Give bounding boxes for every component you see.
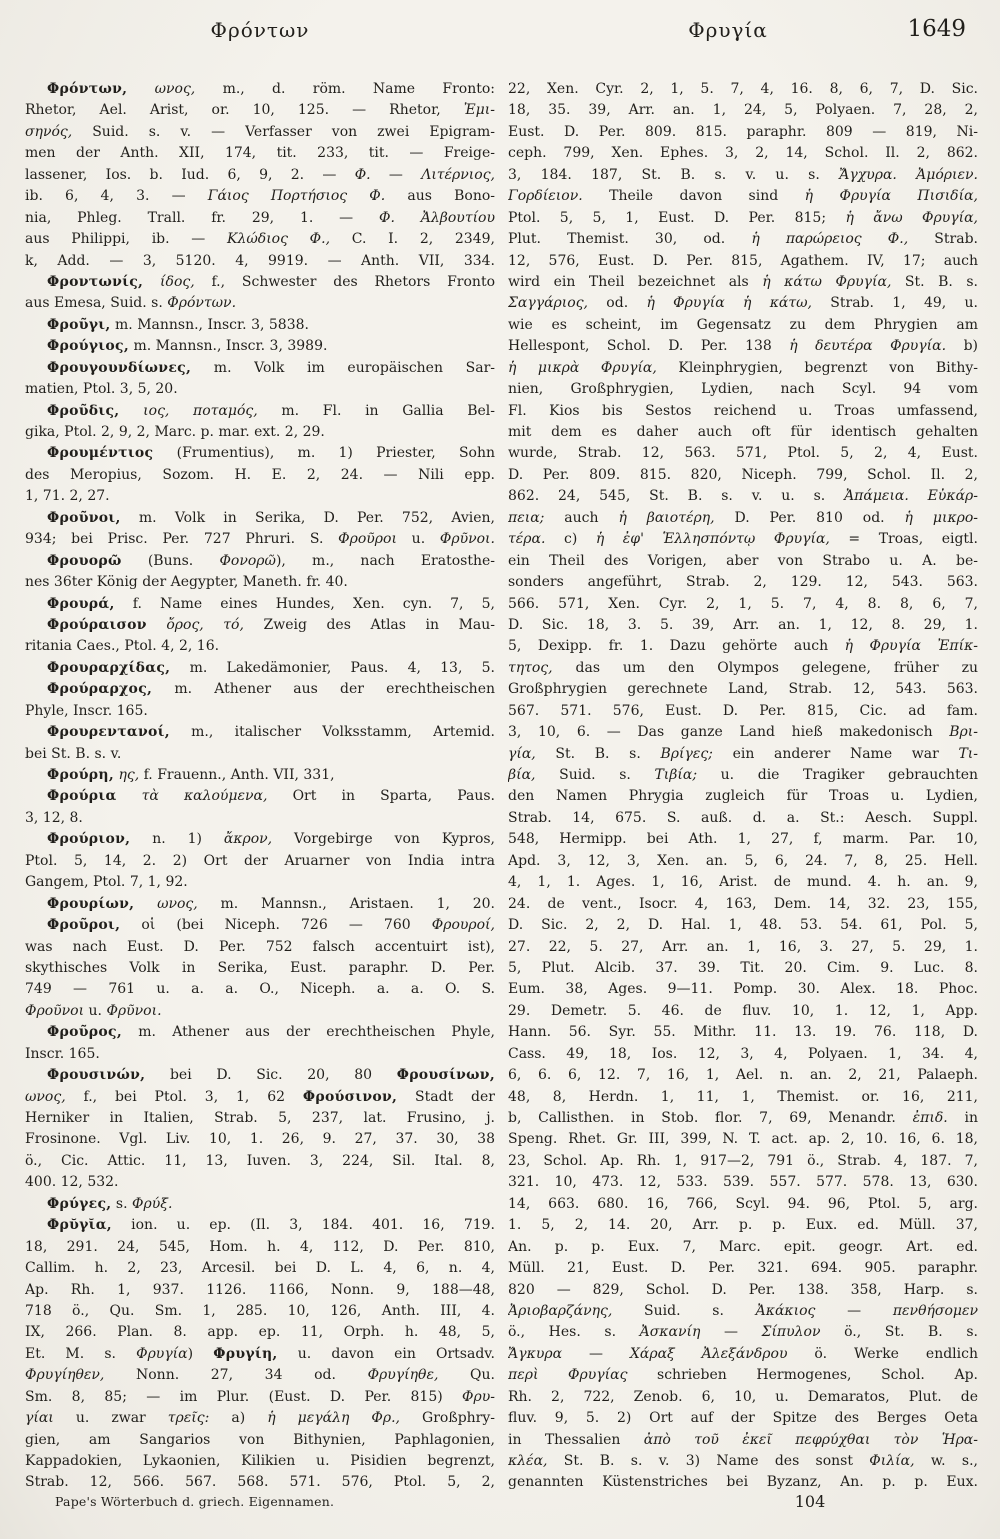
text-line: Φρούρη, ης, f. Frauenn., Anth. VII, 331, [47,767,335,783]
text-line: Großphrygien gerechnete Land, Strab. 12, 543. 563. [508,681,978,698]
text-line: Plut. Themist. 30, od. ἡ παρώρειος Φ., Strab. [508,231,978,248]
text-line: 23, Schol. Ap. Rh. 1, 917—2, 791 ö., Strab. 4, 187. 7, [508,1152,978,1169]
text-line: bei St. B. s. v. [25,745,122,762]
text-line: mit dem es daher auch oft für identisch gehalten [508,424,978,440]
text-line: 14, 663. 680. 16, 766, Scyl. 94. 96, Ptol. 5, arg. [508,1195,978,1212]
text-line: 29. Demetr. 5. 46. de fluv. 10, 1. 12, 1, App. [508,1002,978,1019]
text-line: τέρα. c) ἡ ἐφ' Ἑλλησπόντῳ Φρυγία, = Troas, eigtl. [508,531,978,548]
text-line: Kappadokien, Lykaonien, Kilikien u. Pisidien begrenzt, [25,1453,495,1469]
text-line: περὶ Φρυγίας schrieben Hermogenes, Schol. Ap. [508,1367,978,1384]
text-line: 4, 1, 1. Ages. 1, 16, Arist. de mund. 4. h. an. 9, [508,874,978,891]
text-line: Hellespont, Schol. D. Per. 138 ἡ δευτέρα Φρυγία. b) [508,338,978,355]
text-line: ωνος, f., bei Ptol. 3, 1, 62 Φρούσινον, Stadt der [25,1088,495,1105]
text-line: Φροῦνοι u. Φρῦνοι. [25,1002,162,1019]
text-line: Φροῦνοι, m. Volk in Serika, D. Per. 752, Avien, [47,509,495,526]
text-line: ib. 6, 4, 3. — Γάιος Πορτήσιος Φ. aus Bono- [25,188,495,205]
text-line: Σαγγάριος, od. ἡ Φρυγία ἡ κάτω, Strab. 1, 49, u. [508,295,978,312]
text-line: ö., Cic. Attic. 11, 13, Iuven. 3, 224, Sil. Ital. 8, [25,1152,495,1169]
text-line: 27. 22, 5. 27, Arr. an. 1, 16, 3. 27, 5. 29, 1. [508,938,978,955]
text-line: nien, Großphrygien, Lydien, nach Scyl. 94 vom [508,381,978,398]
running-head-right-keyword: Φρυγία [688,18,768,42]
text-line: Ptol. 5, 14, 2. 2) Ort der Aruarner von India intra [25,852,495,869]
text-line: βία, Suid. s. Τιβία; u. die Tragiker gebrauchten [508,767,978,783]
right-column [508,79,978,1494]
text-line: nes 36ter König der Aegypter, Maneth. fr. 40. [25,574,348,591]
text-line: Fl. Kios bis Sestos reichend u. Troas umfassend, [508,402,978,419]
imprint: Pape's Wörterbuch d. griech. Eigennamen. [55,1494,335,1509]
text-line: sonders angeführt, Strab. 2, 129. 12, 543. 563. [508,574,978,591]
text-line: 1, 71. 2, 27. [25,488,110,505]
text-line: Φρουρά, f. Name eines Hundes, Xen. cyn. 7, 5, [47,595,495,612]
text-line: ö., Hes. s. Ἀσκανίη — Σίπυλον ö., St. B. s. [508,1324,978,1341]
text-line: κλέα, St. B. s. v. 3) Name des sonst Φιλία, w. s., [508,1453,978,1469]
text-line: 400. 12, 532. [25,1174,119,1191]
text-line: γία, St. B. s. Βρίγες; ein anderer Name war Τι- [508,745,978,762]
text-line: Φρόντων, ωνος, m., d. röm. Name Fronto: [47,81,495,97]
text-line: 24. de vent., Isocr. 4, 163, Dem. 14, 32. 23, 155, [508,895,978,912]
text-line: An. p. p. Eux. 7, Marc. epit. geogr. Art. ed. [508,1238,978,1255]
text-line: wie es scheint, im Gegensatz zu dem Phrygien am [508,316,978,333]
text-line: Φρουορῶ (Buns. Φονορῶ), m., nach Eratosthe- [47,552,495,569]
text-line: wurde, Strab. 12, 563. 571, Ptol. 5, 2, 4, Eust. [508,445,978,462]
text-line: Strab. 14, 675. S. auß. d. a. St.: Aesch. Suppl. [508,809,978,826]
text-line: Eust. D. Per. 809. 815. paraphr. 809 — 819, Ni- [508,123,978,140]
text-line: Rh. 2, 722, Zenob. 6, 10, u. Demaratos, Plut. de [508,1388,978,1405]
text-line: Φρούριον, n. 1) ἄκρον, Vorgebirge von Kypros, [47,831,495,848]
text-line: Hann. 56. Syr. 55. Mithr. 11. 13. 19. 76. 118, D. [508,1024,978,1041]
text-line: Ἀριοβαρζάνης, Suid. s. Ἀκάκιος — πενθήσομεν [508,1302,978,1319]
text-line: 22, Xen. Cyr. 2, 1, 5. 7, 4, 16. 8, 6, 7, D. Sic. [508,81,978,97]
text-line: 3, 184. 187, St. B. s. v. u. s. Ἄγχυρα. Ἀμόριεν. [508,166,978,183]
text-line: Phyle, Inscr. 165. [25,702,148,719]
text-line: Φρουμέντιος (Frumentius), m. 1) Priester, Sohn [47,445,495,462]
text-line: 567. 571. 576, Eust. D. Per. 815, Cic. ad fam. [508,702,978,719]
sheet-signature: 104 [794,1492,826,1511]
text-line: k, Add. — 3, 5120. 4, 9919. — Anth. VII, 334. [25,252,495,269]
text-line: γίαι u. zwar τρεῖς: a) ἡ μεγάλη Φρ., Großphry- [25,1410,495,1427]
text-line: Φρυγίηθεν, Nonn. 27, 34 od. Φρυγίηθε, Qu. [25,1367,495,1384]
text-line: Φροῦδις, ιος, ποταμός, m. Fl. in Gallia Bel- [47,402,495,419]
text-line: πεια; auch ἡ βαιοτέρη, D. Per. 810 od. ἡ μικρο- [508,509,978,526]
text-line: Callim. h. 2, 23, Arcesil. bei D. L. 4, 6, n. 4, [25,1260,495,1277]
text-line: 1. 5, 2, 14. 20, Arr. p. p. Eux. ed. Müll. 37, [508,1217,978,1234]
text-line: men der Anth. XII, 174, tit. 233, tit. — Freige- [25,145,495,162]
text-line: 5, Dexipp. fr. 1. Dazu gehörte auch ἡ Φρυγία Ἐπίκ- [508,638,978,655]
text-line: ritania Caes., Ptol. 4, 2, 16. [25,638,220,655]
text-line: b, Callisthen. in Stob. flor. 7, 69, Menandr. ἐπιδ. in [508,1110,978,1126]
text-line: Cass. 49, 18, Ios. 12, 3, 4, Polyaen. 1, 34. 4, [508,1045,978,1062]
text-line: Apd. 3, 12, 3, Xen. an. 5, 6, 24. 7, 8, 25. Hell. [508,852,978,869]
running-head-left-keyword: Φρόντων [210,18,310,42]
text-line: ceph. 799, Xen. Ephes. 3, 2, 14, Schol. Il. 2, 862. [508,145,978,162]
text-line: Ptol. 5, 5, 1, Eust. D. Per. 815; ἡ ἄνω Φρυγία, [508,209,978,226]
text-line: Φρουσινών, bei D. Sic. 20, 80 Φρουσίνων, [47,1067,495,1084]
text-line: 718 ö., Qu. Sm. 1, 285. 10, 126, Anth. III, 4. [25,1302,495,1319]
text-line: IX, 266. Plan. 8. app. ep. 11, Orph. h. 48, 5, [25,1324,495,1341]
text-line: Φρῠγῐα, ion. u. ep. (Il. 3, 184. 401. 16, 719. [47,1217,495,1234]
text-line: 820 — 829, Schol. D. Per. 138. 358, Harp. s. [508,1281,978,1298]
text-line: 6, 6. 6, 12. 7, 16, 1, Ael. n. an. 2, 21, Palaeph. [508,1067,978,1084]
text-line: Inscr. 165. [25,1045,100,1062]
text-line: ein Theil des Vorigen, aber von Strabo u. A. be- [508,552,978,569]
text-line: Strab. 12, 566. 567. 568. 571. 576, Ptol. 5, 2, [25,1474,495,1491]
text-line: D. Sic. 2, 2, D. Hal. 1, 48. 53. 54. 61, Pol. 5, [508,917,978,934]
text-line: Sm. 8, 85; — im Plur. (Eust. D. Per. 815) Φρυ- [25,1388,495,1405]
text-line: was nach Eust. D. Per. 752 falsch accentuirt ist), [25,938,495,955]
text-line: wird ein Theil bezeichnet als ἡ κάτω Φρυγία, St. B. s. [508,273,978,290]
text-line: Φρύγες, s. Φρύξ. [47,1195,173,1212]
text-line: 862. 24, 545, St. B. s. v. u. s. Ἀπάμεια. Εὐκάρ- [508,488,978,505]
text-line: σηνός, Suid. s. v. — Verfasser von zwei Epigram- [25,123,495,140]
text-line: τητος, das um den Olympos gelegene, früher zu [508,659,978,676]
text-line: aus Emesa, Suid. s. Φρόντων. [25,295,237,312]
text-line: 18, 291. 24, 545, Hom. h. 4, 112, D. Per. 810, [25,1238,495,1255]
text-line: 5, Plut. Alcib. 37. 39. Tit. 20. Cim. 9. Luc. 8. [508,959,978,976]
text-line: Rhetor, Ael. Arist, or. 10, 125. — Rhetor, Ἐμι- [25,102,495,119]
text-line: 3, 12, 8. [25,809,83,826]
text-line: Γορδίειον. Theile davon sind ἡ Φρυγία Πισιδία, [508,188,978,205]
text-line: gien, am Sangarios von Bithynien, Paphlagonien, [25,1431,495,1448]
text-line: D. Sic. 18, 3. 5. 39, Arr. an. 1, 12, 8. 29, 1. [508,616,978,633]
text-line: nia, Phleg. Trall. fr. 29, 1. — Φ. Ἀλβουτίου [25,209,495,226]
text-line: den Namen Phrygia zugleich für Troas u. Lydien, [508,788,978,805]
page-number: 1649 [907,16,966,42]
text-line: genannten Küstenstriches bei Byzanz, An. p. p. Eux. [508,1474,978,1491]
text-line: Et. M. s. Φρυγία) Φρυγίη, u. davon ein Ortsadv. [25,1345,495,1362]
text-line: 321. 10, 473. 12, 533. 539. 557. 577. 578. 13, 630. [508,1174,978,1191]
text-line: aus Philippi, ib. — Κλώδιος Φ., C. I. 2, 2349, [25,231,495,248]
text-line: des Meropius, Sozom. H. E. 2, 24. — Nili epp. [25,466,495,483]
text-line: 934; bei Prisc. Per. 727 Phruri. S. Φροῦροι u. Φρῦνοι. [25,531,495,548]
text-line: 12, 576, Eust. D. Per. 815, Agathem. IV, 17; auch [508,252,978,269]
text-line: in Thessalien ἀπὸ τοῦ ἐκεῖ πεφρύχθαι τὸν Ἡρα- [508,1431,978,1448]
text-line: 48, 8, Herdn. 1, 11, 1, Themist. or. 16, 211, [508,1088,978,1105]
text-line: Φροντωνίς, ίδος, f., Schwester des Rhetors Fronto [47,273,495,290]
left-column [25,79,495,1494]
text-line: Φρουγουνδίωνες, m. Volk im europäischen Sar- [47,359,495,376]
text-line: D. Per. 809. 815. 820, Niceph. 799, Schol. Il. 2, [508,466,978,483]
text-line: Herniker in Italien, Strab. 5, 237, lat. Frusino, j. [25,1110,495,1126]
text-line: Speng. Rhet. Gr. III, 399, N. T. act. ap. 2, 10. 16, 6. 18, [508,1131,978,1148]
text-line: 548, Hermipp. bei Ath. 1, 27, f, marm. Par. 10, [508,831,978,848]
text-line: Φρούραρχος, m. Athener aus der erechtheischen [47,681,495,698]
text-line: Φροῦγι, m. Mannsn., Inscr. 3, 5838. [47,316,309,333]
text-line: 749 — 761 u. a. a. O., Niceph. a. a. O. S. [25,981,495,998]
text-line: 18, 35. 39, Arr. an. 1, 24, 5, Polyaen. 7, 28, 2, [508,102,978,119]
text-columns [25,79,978,1494]
text-line: skythisches Volk in Serika, Eust. paraphr. D. Per. [25,959,495,976]
text-line: 566. 571, Xen. Cyr. 2, 1, 5. 7, 4, 8. 8, 6, 7, [508,595,978,612]
text-line: ἡ μικρὰ Φρυγία, Kleinphrygien, begrenzt von Bithy- [508,359,978,376]
text-line: Φρουρεντανοί, m., italischer Volksstamm, Artemid. [47,724,495,741]
text-line: gika, Ptol. 2, 9, 2, Marc. p. mar. ext. 2, 29. [25,424,325,440]
text-line: 3, 10, 6. — Das ganze Land hieß makedonisch Βρι- [508,724,978,741]
text-line: Φρούραισον ὄρος, τό, Zweig des Atlas in Mau- [47,616,495,633]
text-line: Müll. 21, Eust. D. Per. 321. 694. 905. paraphr. [508,1260,978,1277]
text-line: Frosinone. Vgl. Liv. 10, 1. 26, 9. 27, 37. 30, 38 [25,1131,495,1148]
page-footer [25,1490,978,1520]
text-line: Φροῦρος, m. Athener aus der erechtheischen Phyle, [47,1024,495,1041]
text-line: lassener, Ios. b. Iud. 6, 9, 2. — Φ. — Λιτέρνιος, [25,166,495,183]
text-line: Gangem, Ptol. 7, 1, 92. [25,874,188,891]
text-line: Eum. 38, Ages. 9—11. Pomp. 30. Alex. 18. Phoc. [508,981,978,998]
text-line: Φροῦροι, οἱ (bei Niceph. 726 — 760 Φρουροί, [47,917,495,934]
text-line: Ἄγκυρα — Χάραξ Ἀλεξάνδρου ö. Werke endlich [508,1345,978,1362]
text-line: Φρουρίων, ωνος, m. Mannsn., Aristaen. 1, 20. [47,895,495,912]
text-line: Φρούγιος, m. Mannsn., Inscr. 3, 3989. [47,338,328,355]
text-line: Φρουραρχίδας, m. Lakedämonier, Paus. 4, 13, 5. [47,659,495,676]
text-line: matien, Ptol. 3, 5, 20. [25,381,178,398]
text-line: Ap. Rh. 1, 937. 1126. 1166, Nonn. 9, 188—48, [25,1281,495,1298]
text-line: fluv. 9, 5. 2) Ort auf der Spitze des Berges Oeta [508,1410,978,1427]
text-line: Φρούρια τὰ καλούμενα, Ort in Sparta, Paus. [47,788,495,805]
running-head [0,18,1000,52]
